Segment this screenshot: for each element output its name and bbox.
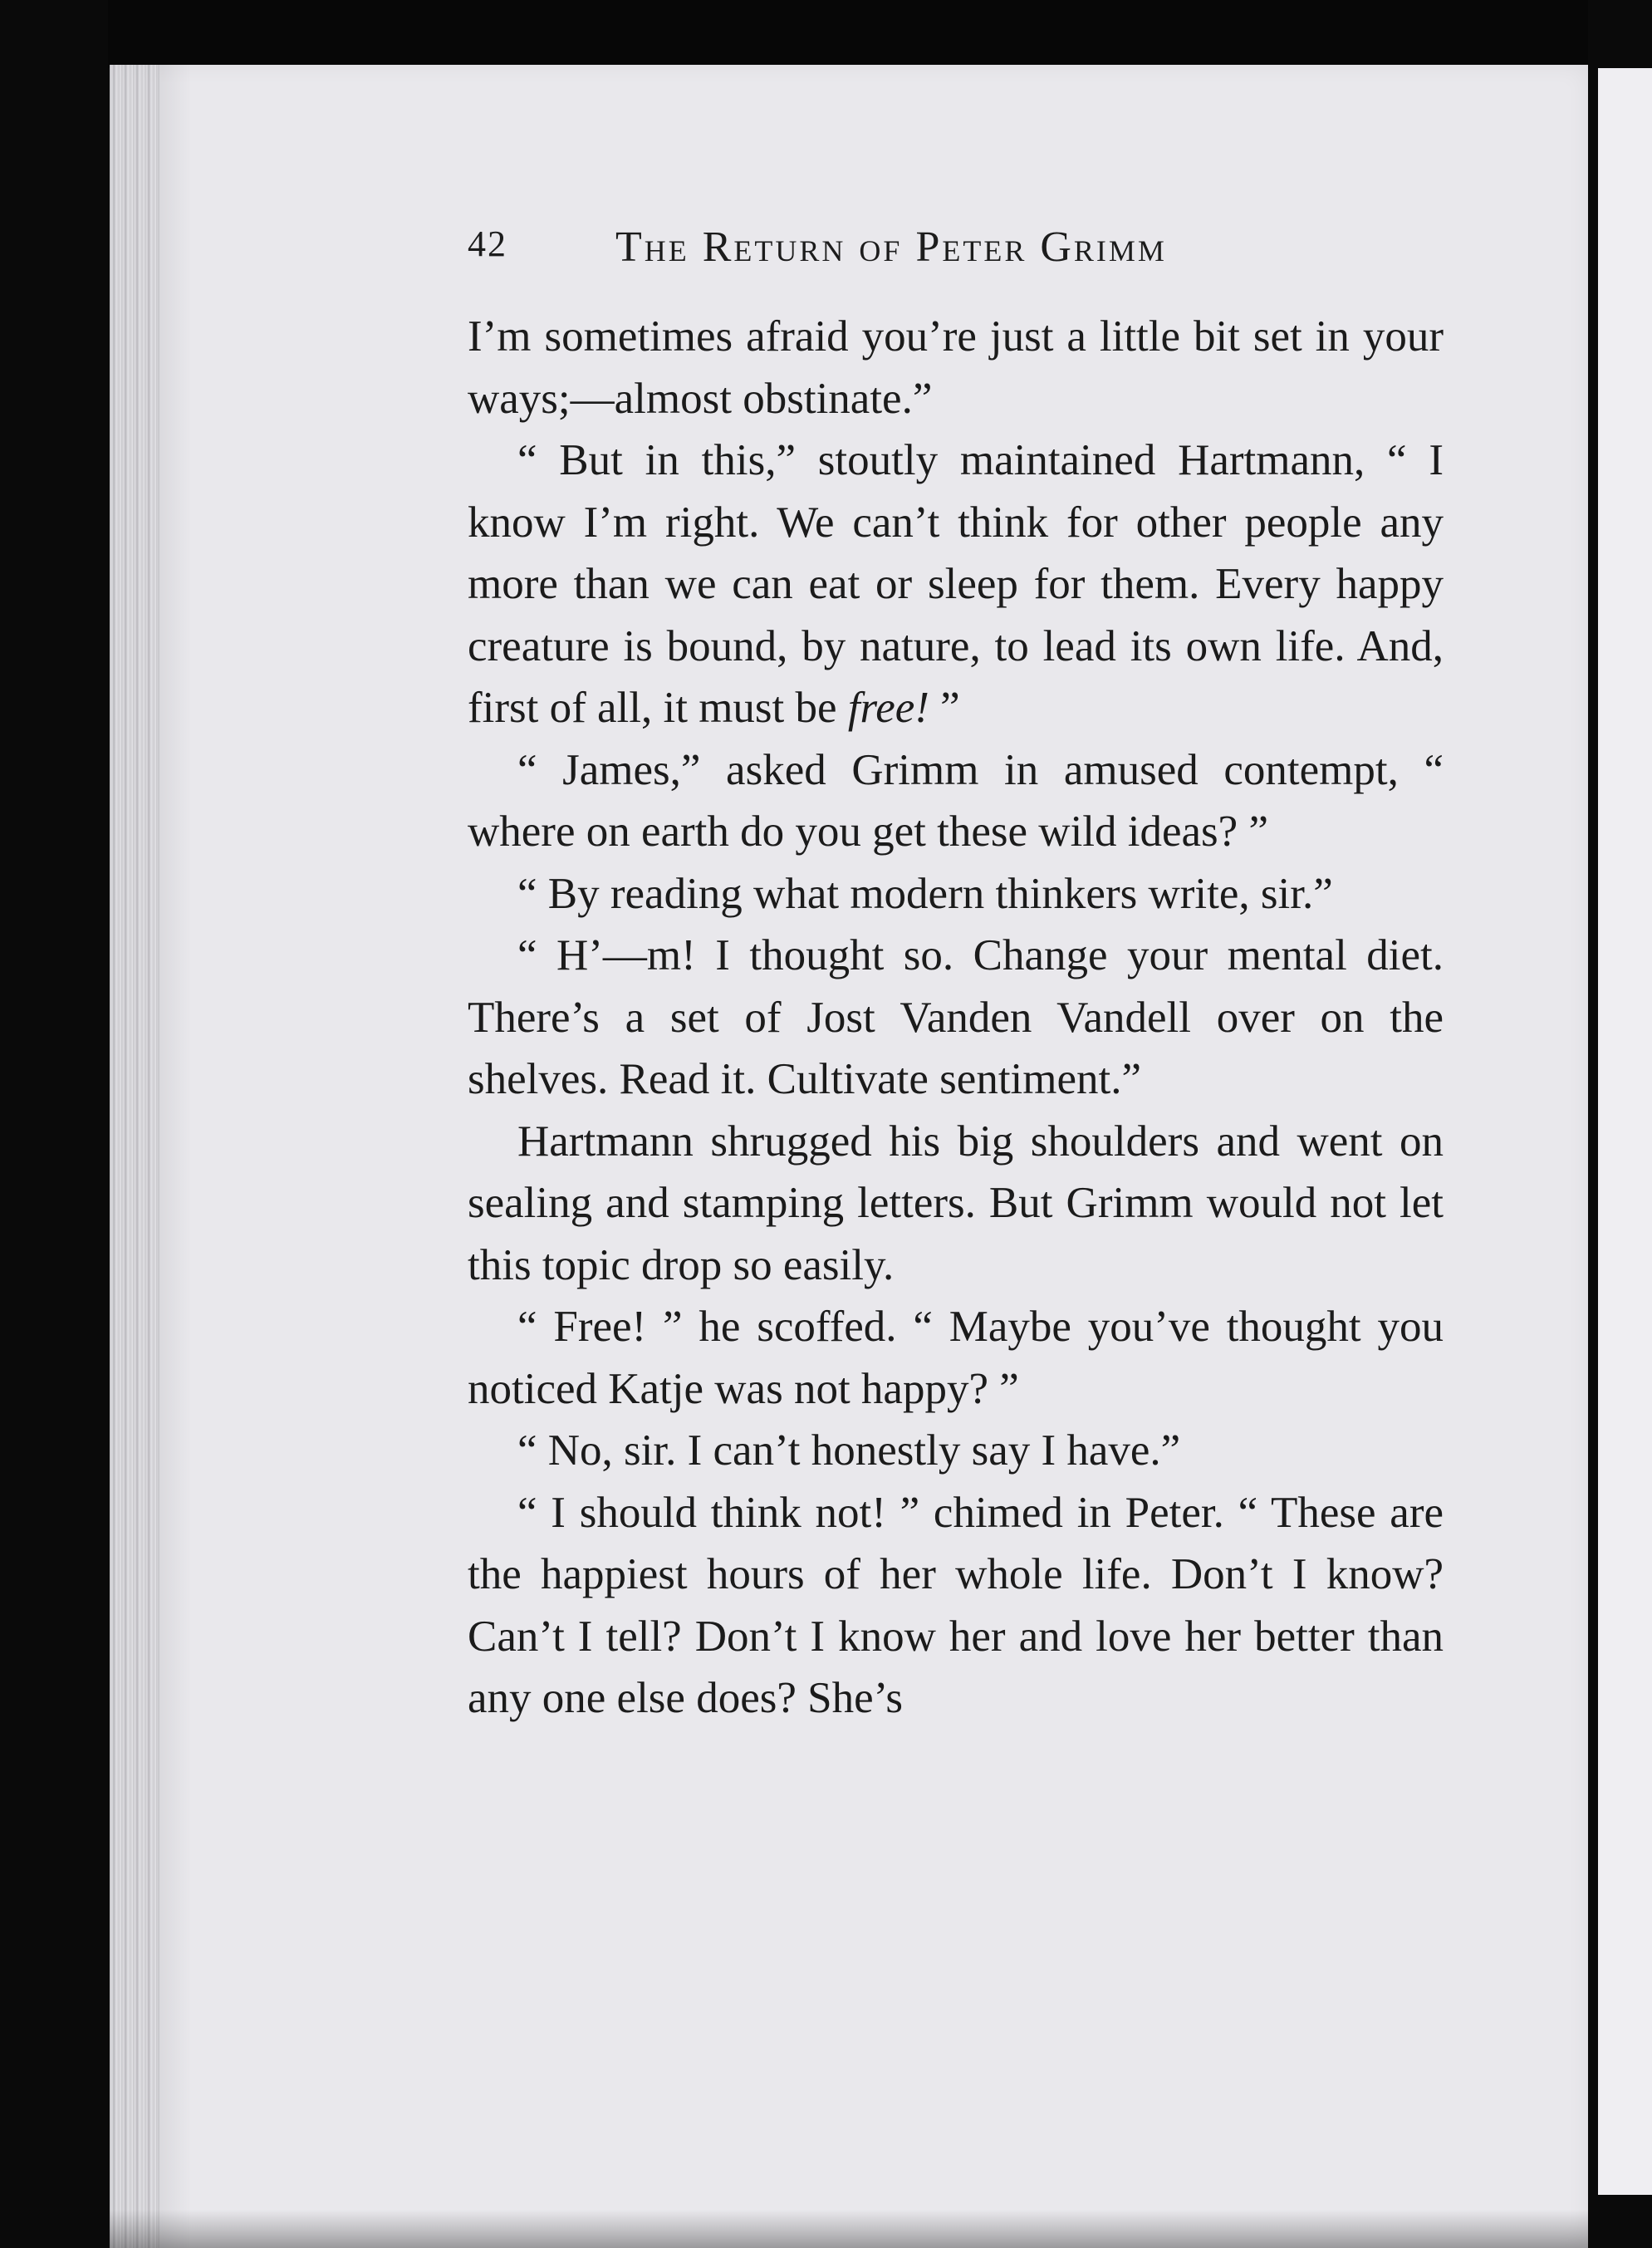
- body-text: [468, 306, 1444, 1730]
- facing-page-edge: [1598, 68, 1652, 2195]
- paragraph: “ Free! ” he scoffed. “ Maybe you’ve thought you noticed Katje was not happy? ”: [468, 1303, 1444, 1413]
- running-title: The Return of Peter Grimm: [615, 223, 1167, 271]
- paragraph: I’m sometimes afraid you’re just a little bit set in your ways;—almost obstinate.”: [468, 312, 1444, 423]
- paragraph: Hartmann shrugged his big shoulders and went on sealing and stamping letters. But Grimm would not let this topic drop so easily.: [468, 1117, 1444, 1289]
- paragraph: “ H’—m! I thought so. Change your mental diet. There’s a set of Jost Vanden Vandell over on the shelves. Read it. Cultivate sentiment.”: [468, 931, 1444, 1103]
- paragraph: “ By reading what modern thinkers write, sir.”: [517, 869, 1333, 918]
- paragraph: “ But in this,” stoutly maintained Hartmann, “ I know I’m right. We can’t think for other people any more than we can eat or sleep for them. Every happy creature is bound, by nature, to lead its own life. And, first of all, it must be free! ”: [468, 436, 1444, 732]
- running-header: [468, 223, 1444, 281]
- paragraph: “ I should think not! ” chimed in Peter. “ These are the happiest hours of her whole life. Don’t I know? Can’t I tell? Don’t I know her and love her better than any one else does? She’s: [468, 1488, 1444, 1722]
- scan-top-border: [0, 0, 1652, 68]
- paragraph: “ James,” asked Grimm in amused contempt, “ where on earth do you get these wild ideas? ”: [468, 745, 1444, 856]
- paragraph: “ No, sir. I can’t honestly say I have.”: [517, 1426, 1181, 1475]
- scan-bottom-shadow: [110, 2210, 1588, 2248]
- scan-left-border: [0, 0, 108, 2248]
- page-stack-edges: [110, 65, 159, 2248]
- page-number: 42: [468, 223, 507, 264]
- emphasis: free!: [847, 684, 929, 732]
